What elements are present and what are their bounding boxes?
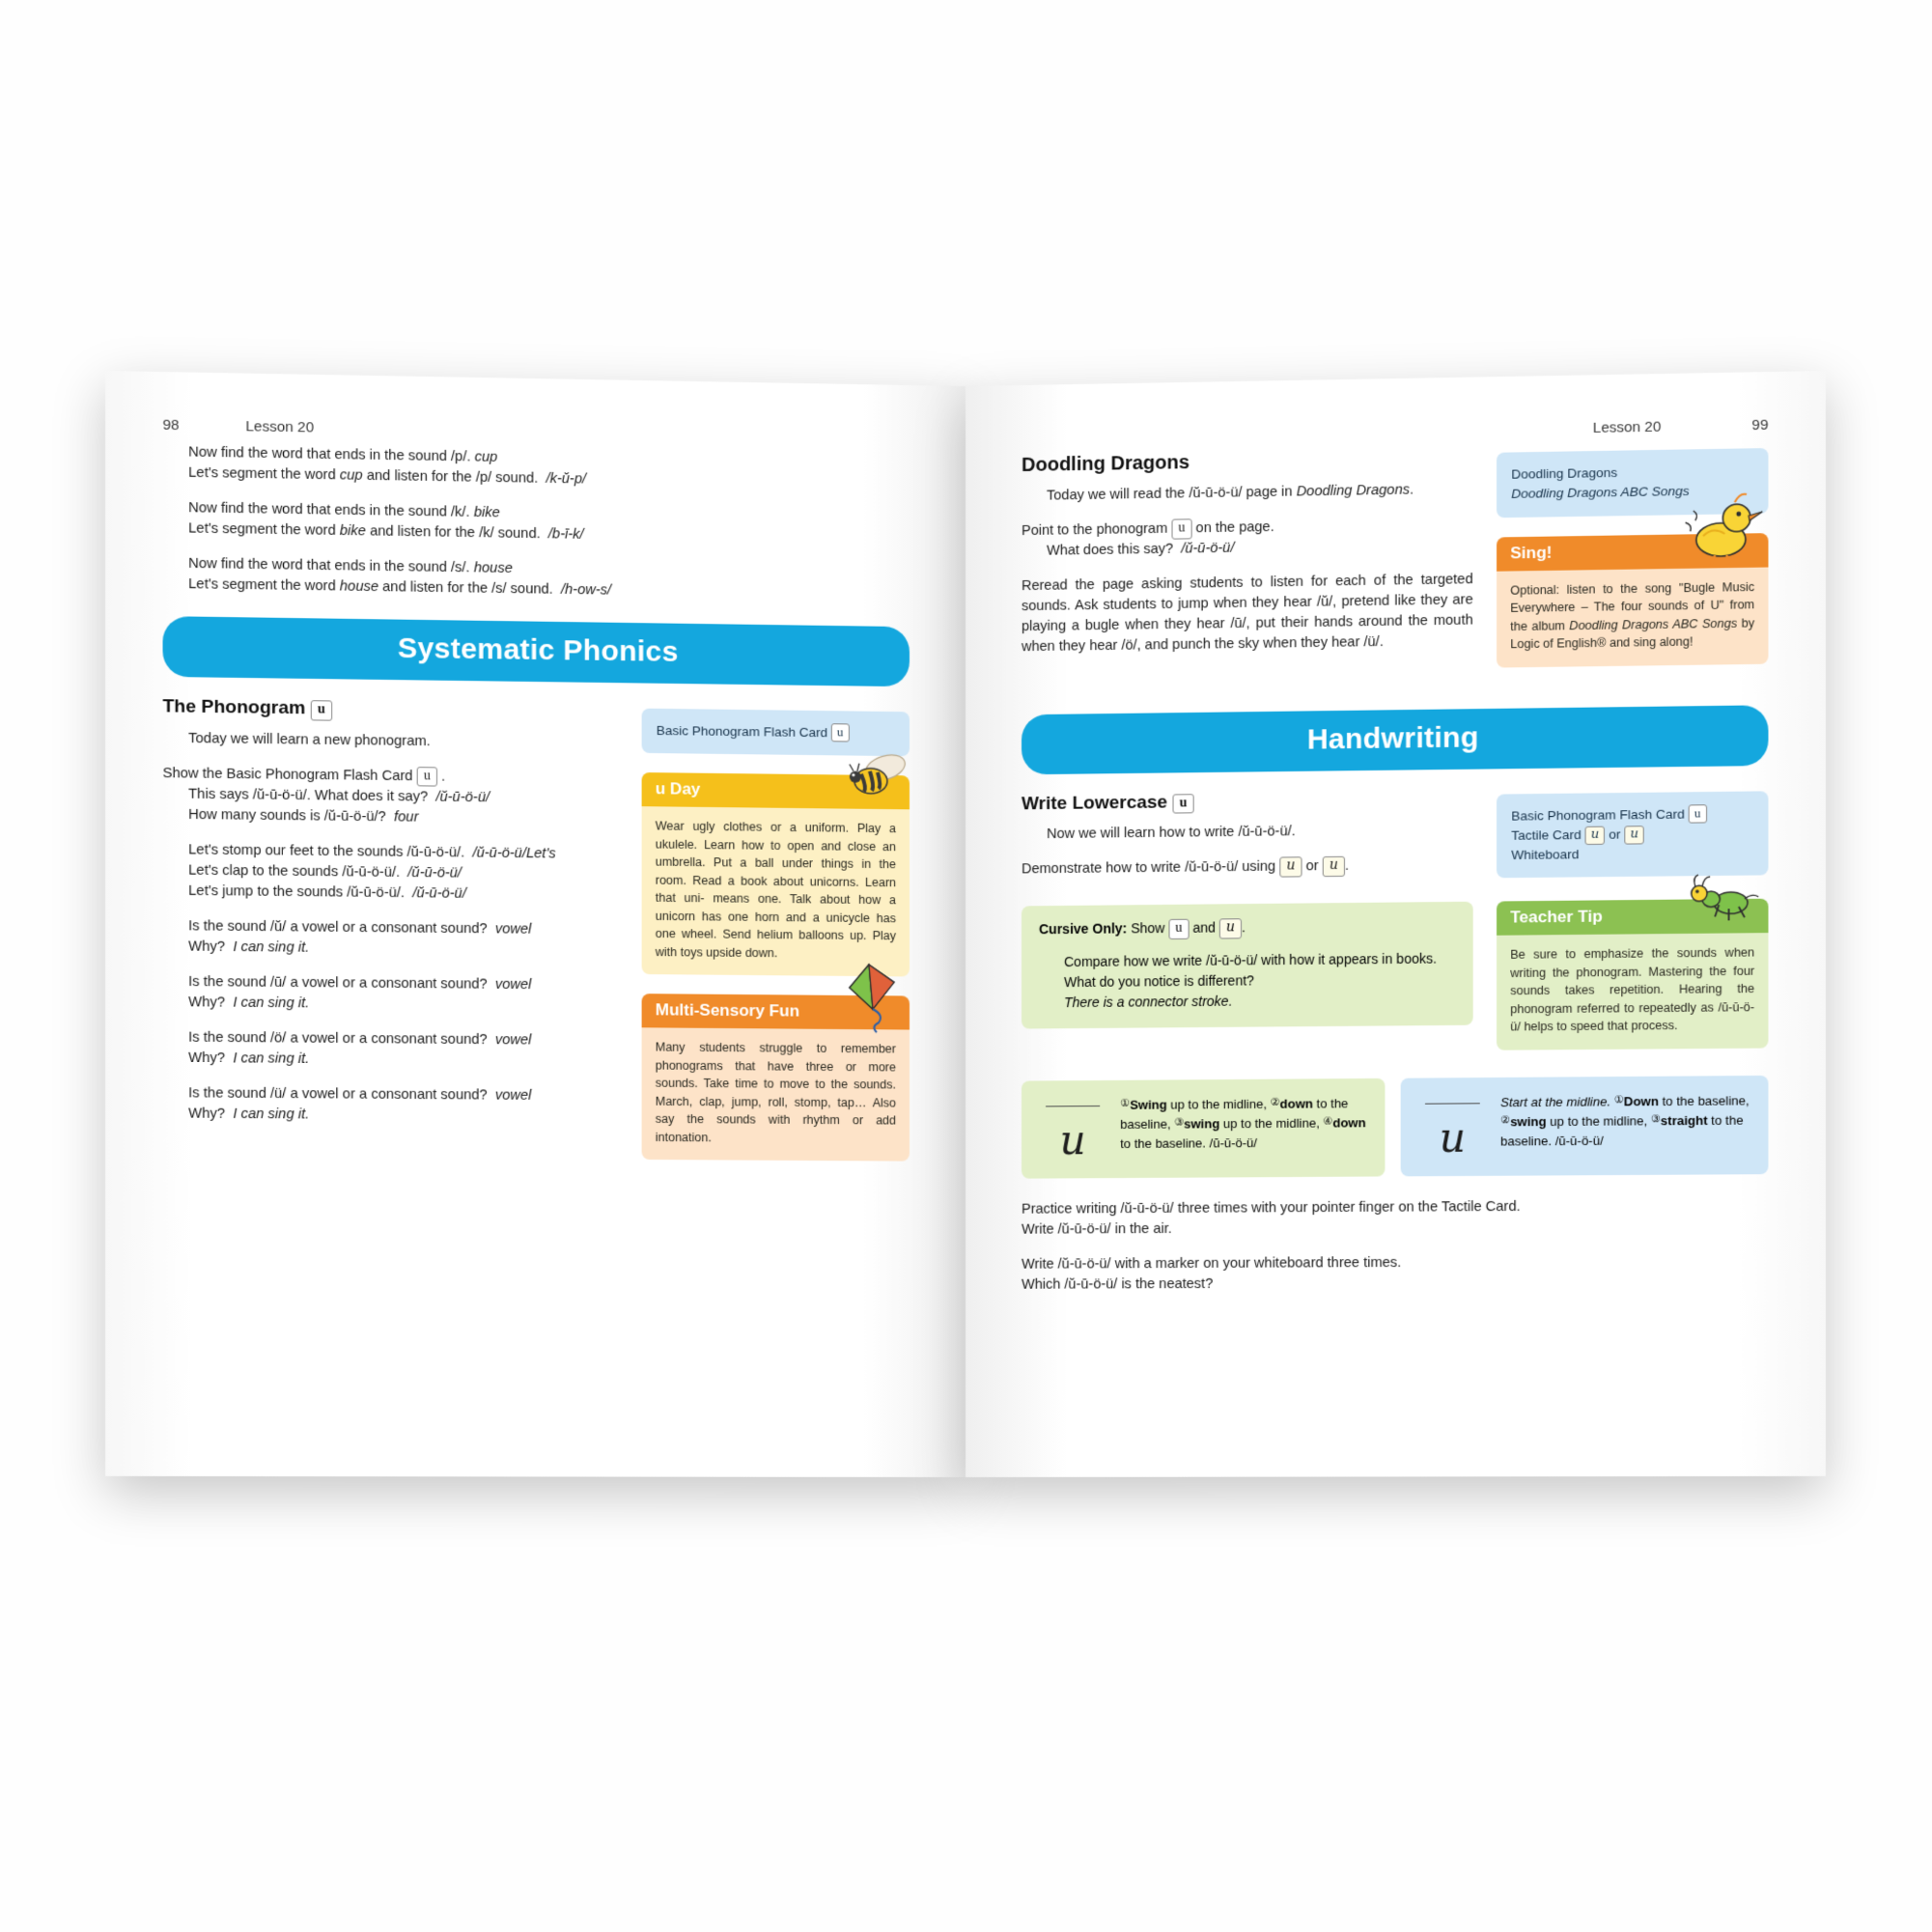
book-page-left [105, 371, 966, 1477]
howmany-question: How many sounds is /ŭ-ū-ö-ü/? [188, 806, 386, 825]
u-day-title: u Day [642, 772, 910, 809]
vowel-question-block [188, 1083, 618, 1127]
what-answer: /ŭ-ū-ö-ü/ [1181, 540, 1235, 557]
doodling-today-text: Today we will read the /ŭ-ū-ö-ü/ page in [1047, 484, 1293, 504]
period: . [1242, 919, 1246, 936]
target-word: bike [473, 504, 500, 521]
step-text: to the baseline, [1120, 1095, 1349, 1132]
now-line: Now we will learn how to write /ŭ-ū-ö-ü/. [1047, 824, 1296, 843]
intro-section [163, 442, 910, 605]
why-answer: I can sing it. [233, 1050, 310, 1067]
why-question: Why? [188, 1050, 226, 1067]
vowel-answer: vowel [494, 920, 532, 938]
handwriting-side-column [1497, 785, 1768, 898]
open-book [116, 386, 1815, 1506]
target-word: house [339, 578, 379, 596]
phonogram-glyph-u: u [417, 767, 437, 787]
materials-card [1497, 448, 1768, 518]
stroke-card-cursive [1022, 1078, 1385, 1179]
step-text: up to the midline, [1546, 1113, 1651, 1129]
phonics-main-column [163, 696, 619, 1179]
demo-or: or [1305, 858, 1319, 875]
doodling-side-column [1497, 442, 1768, 686]
vowel-question: Is the sound /ö/ a vowel or a consonant sound? [188, 1029, 488, 1048]
step-number: ① [1120, 1097, 1131, 1109]
album-title: Doodling Dragons ABC Songs [1569, 616, 1738, 632]
step-verb: straight [1660, 1112, 1708, 1129]
doodling-columns [1022, 442, 1768, 693]
movement-text: Let's stomp our feet to the sounds /ŭ-ū-ö-ü/. [188, 841, 465, 861]
show-label: Show [1131, 920, 1165, 937]
teacher-tip-card [1497, 899, 1768, 1050]
vowel-question: Is the sound /ū/ a vowel or a consonant sound? [188, 973, 488, 993]
step-number: ③ [1174, 1116, 1185, 1129]
prompt-text: Let's segment the word [188, 520, 336, 539]
print-glyph-u: u [1624, 826, 1644, 845]
movement-text: Let's clap to the sounds /ŭ-ū-ö-ü/. [188, 862, 401, 881]
stroke-instruction-row [1022, 1076, 1768, 1179]
prompt-text: and listen for the /k/ sound. [370, 523, 541, 543]
movement-line [188, 881, 618, 906]
stroke-glyph-box [1416, 1093, 1489, 1162]
step-verb: down [1279, 1096, 1313, 1111]
print-glyph-u: u [1439, 1113, 1467, 1162]
doodling-today-line [1047, 479, 1473, 506]
today-line: Today we will learn a new phonogram. [188, 730, 431, 749]
period: . [1344, 857, 1350, 874]
lesson-label: Lesson 20 [245, 418, 315, 436]
materials-line-flashcard [1511, 803, 1753, 826]
practice-block-1 [1022, 1195, 1768, 1240]
step-verb: swing [1184, 1116, 1220, 1132]
u-day-body: Wear ugly clothes or a uniform. Play a ukulele. Learn how to open and close an umbrella. Put a ball under things in the room. Read a book about unicorns. Learn that uni- means one. Talk about how a unicorn has one horn and a unicycle has one wheel. Send helium balloons up. Play with toys upside down. [642, 806, 910, 976]
step-text: to the baseline, [1658, 1093, 1750, 1108]
cursive-only-box [1022, 902, 1473, 1028]
target-word: cup [339, 467, 363, 484]
materials-line-2: Doodling Dragons ABC Songs [1511, 484, 1690, 502]
cursive-only-question: Compare how we write /ŭ-ū-ö-ü/ with how it appears in books. What do you notice is different? [1064, 950, 1437, 990]
write-lowercase-heading [1022, 788, 1473, 815]
practice-line: Write /ŭ-ū-ö-ü/ with a marker on your whiteboard three times. [1022, 1254, 1402, 1273]
demonstrate-line [1022, 854, 1473, 880]
movement-answer: /ŭ-ū-ö-ü/ [412, 884, 466, 902]
step-text: to the baseline. /ŭ-ū-ö-ü/ [1120, 1135, 1258, 1152]
movement-answer: /ŭ-ū-ö-ü/ [472, 845, 527, 861]
cursive-only-answer: There is a connector stroke. [1064, 993, 1233, 1010]
stroke-text [1120, 1094, 1369, 1161]
cursive-glyph-u: u [1585, 826, 1606, 845]
target-word: bike [339, 522, 366, 540]
phonogram-glyph-u: u [1172, 794, 1193, 814]
teacher-tip-column [1497, 899, 1768, 1070]
practice-line: Write /ŭ-ū-ö-ü/ in the air. [1022, 1220, 1172, 1238]
step-number: ① [1613, 1093, 1624, 1106]
materials-card-label: Basic Phonogram Flash Card [656, 723, 828, 741]
prompt-text: Now find the word that ends in the sound /k/. [188, 500, 470, 520]
materials-line-tactile [1511, 824, 1753, 846]
materials-card [642, 709, 910, 757]
practice-block-2 [1022, 1251, 1768, 1296]
movement-tail: Let's [526, 845, 556, 862]
phonogram-glyph-u: u [1689, 804, 1707, 824]
handwriting-body [1022, 820, 1473, 880]
why-answer: I can sing it. [233, 1106, 310, 1123]
why-question: Why? [188, 994, 226, 1011]
book-title: Doodling Dragons [1296, 482, 1410, 500]
step-number: ② [1270, 1096, 1280, 1108]
cursive-only-body [1064, 948, 1455, 1013]
materials-or: or [1609, 826, 1621, 842]
cursive-only-column [1022, 902, 1473, 1073]
handwriting-columns [1022, 785, 1768, 903]
intro-block [188, 498, 910, 550]
materials-card-handwriting [1497, 791, 1768, 879]
teacher-tip-title: Teacher Tip [1497, 899, 1768, 936]
vowel-question-block [188, 972, 618, 1017]
cursive-glyph-u: u [1059, 1115, 1086, 1164]
handwriting-main-column [1022, 788, 1473, 902]
cursive-glyph-u: u [1219, 918, 1242, 938]
vowel-question: Is the sound /ŭ/ a vowel or a consonant sound? [188, 917, 488, 938]
book-page-right [966, 371, 1826, 1477]
handwriting-detail-columns [1022, 899, 1768, 1073]
target-word: house [473, 560, 513, 577]
sing-body-pre: Optional: listen to the song "Bugle Music Everywhere – The four sounds of U" from the album [1510, 579, 1755, 633]
reread-paragraph: Reread the page asking students to listen for each of the targeted sounds. Ask students to jump when they hear /ŭ/, pretend like they are playing a bugle when they hear /ū/, put their hands around the mouth when they hear /ö/, and punch the sky when they hear /ü/. [1022, 572, 1473, 656]
materials-line-1: Doodling Dragons [1511, 464, 1618, 482]
says-question: This says /ŭ-ū-ö-ü/. What does it say? [188, 786, 429, 805]
midline-rule [1425, 1103, 1480, 1104]
prompt-text: Let's segment the word [188, 464, 336, 484]
step-number: ② [1500, 1114, 1511, 1127]
show-card-text: Show the Basic Phonogram Flash Card [162, 765, 413, 784]
vowel-question-block [188, 1027, 618, 1072]
step-verb: swing [1510, 1113, 1547, 1130]
segment-answer: /k-ŭ-p/ [546, 470, 587, 488]
phonogram-glyph-u: u [831, 723, 850, 742]
howmany-answer: four [394, 808, 419, 826]
prompt-text: Let's segment the word [188, 576, 336, 595]
vowel-question-block [188, 916, 618, 962]
what-question: What does this say? [1047, 541, 1174, 559]
cursive-glyph-u: u [1279, 856, 1302, 877]
doodling-body [1022, 479, 1473, 658]
step-verb: Swing [1130, 1097, 1167, 1112]
materials-line-whiteboard: Whiteboard [1511, 847, 1580, 863]
phonogram-glyph-u: u [1171, 518, 1191, 539]
point-text-post: on the page. [1195, 518, 1274, 537]
print-glyph-u: u [1323, 856, 1345, 877]
step-verb: Down [1623, 1093, 1659, 1109]
phonogram-glyph-u: u [311, 700, 332, 720]
prompt-text: Now find the word that ends in the sound /s/. [188, 555, 470, 576]
movement-block [188, 840, 618, 906]
print-glyph-u: u [1168, 919, 1189, 939]
practice-section [1022, 1195, 1768, 1295]
phonogram-heading-text: The Phonogram [162, 696, 306, 719]
intro-block [188, 554, 910, 605]
why-question: Why? [188, 1106, 226, 1122]
step-verb: down [1332, 1115, 1366, 1131]
page-number: 99 [1751, 416, 1769, 434]
sing-title: Sing! [1497, 533, 1768, 572]
why-answer: I can sing it. [233, 938, 310, 956]
materials-label: Basic Phonogram Flash Card [1511, 806, 1685, 824]
phonogram-heading [163, 696, 619, 724]
stroke-text [1500, 1091, 1752, 1158]
teacher-tip-body: Be sure to emphasize the sounds when writing the phonogram. Mastering the four sounds takes repetition. Hearing the phonogram referred to repeatedly as /ŭ-ū-ö-ü/ helps to speed that process. [1497, 933, 1768, 1050]
movement-answer: /ŭ-ū-ö-ü/ [407, 864, 462, 882]
page-number: 98 [162, 416, 180, 434]
phonics-side-column [642, 703, 910, 1181]
lesson-label: Lesson 20 [1592, 418, 1662, 436]
vowel-question: Is the sound /ü/ a vowel or a consonant sound? [188, 1085, 488, 1104]
step-number: ④ [1323, 1115, 1333, 1128]
vowel-answer: vowel [494, 976, 532, 993]
and-label: and [1192, 919, 1216, 937]
segment-answer: /b-ī-k/ [547, 526, 584, 543]
stroke-card-print [1401, 1076, 1769, 1176]
sing-body-post: by Logic of English® and sing along! [1510, 615, 1755, 652]
multi-sensory-fun-card [642, 994, 910, 1162]
period: . [441, 769, 446, 785]
movement-text: Let's jump to the sounds /ŭ-ū-ö-ü/. [188, 882, 406, 901]
why-question: Why? [188, 938, 226, 955]
point-text: Point to the phonogram [1022, 520, 1168, 540]
step-text: to the baseline. /ŭ-ū-ö-ü/ [1500, 1112, 1744, 1149]
multi-sensory-title: Multi-Sensory Fun [642, 994, 910, 1029]
segment-answer: /h-ow-s/ [560, 581, 612, 599]
write-heading-text: Write Lowercase [1022, 792, 1168, 814]
sing-card [1497, 533, 1768, 667]
cursive-only-title-line [1039, 915, 1455, 940]
why-answer: I can sing it. [233, 994, 310, 1012]
demo-text: Demonstrate how to write /ŭ-ū-ö-ü/ using [1022, 858, 1276, 878]
multi-sensory-body: Many students struggle to remember phonograms that have three or more sounds. Take time to move to the sounds. March, clap, jump, roll, stomp, tap… Also say the sounds with rhythm or add intonation. [642, 1028, 910, 1162]
sing-body [1497, 567, 1768, 667]
stroke-glyph-box [1037, 1096, 1108, 1162]
doodling-dragons-heading: Doodling Dragons [1022, 452, 1190, 477]
target-word: cup [474, 449, 498, 465]
step-number: ③ [1650, 1113, 1661, 1126]
step-text: up to the midline, [1219, 1115, 1324, 1132]
u-day-card [642, 772, 910, 977]
vowel-answer: vowel [494, 1031, 532, 1049]
practice-line: Practice writing /ŭ-ū-ö-ü/ three times with your pointer finger on the Tactile Card. [1022, 1198, 1521, 1218]
stroke-lead-in: Start at the midline. [1500, 1094, 1611, 1109]
phonics-columns [163, 696, 910, 1181]
materials-label: Tactile Card [1511, 826, 1582, 843]
period: . [1409, 482, 1414, 498]
prompt-text: and listen for the /s/ sound. [382, 579, 553, 598]
practice-line: Which /ŭ-ū-ö-ü/ is the neatest? [1022, 1275, 1214, 1293]
says-answer: /ŭ-ū-ö-ü/ [435, 789, 490, 805]
phonics-body [163, 728, 619, 1127]
prompt-text: Now find the word that ends in the sound /p/. [188, 444, 471, 465]
section-banner-handwriting: Handwriting [1022, 705, 1768, 774]
cursive-only-title: Cursive Only: [1039, 920, 1128, 938]
prompt-text: and listen for the /p/ sound. [366, 467, 539, 487]
vowel-answer: vowel [494, 1087, 532, 1104]
howmany-line [188, 804, 618, 829]
doodling-main-column [1022, 447, 1473, 693]
section-banner-systematic-phonics: Systematic Phonics [163, 616, 910, 686]
step-text: up to the midline, [1166, 1096, 1271, 1112]
